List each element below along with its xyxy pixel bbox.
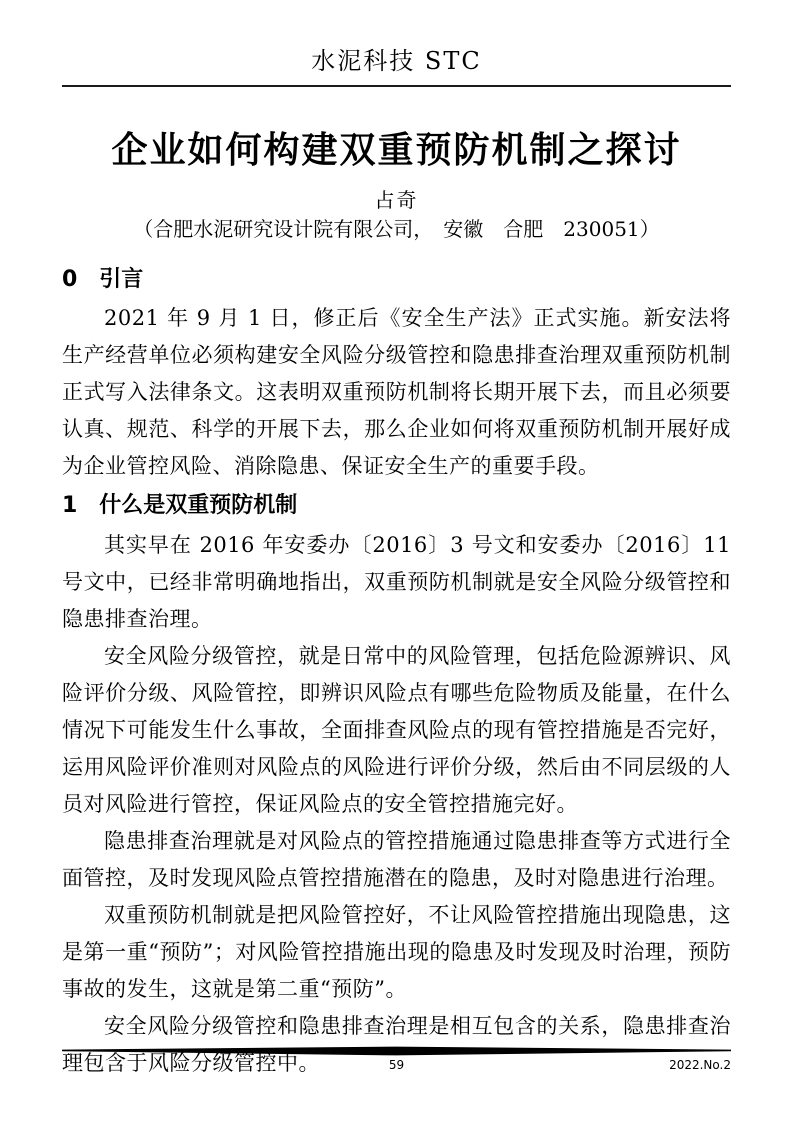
article-body (62, 127, 731, 1082)
paragraph: 隐患排查治理就是对风险点的管控措施通过隐患排查等方式进行全面管控，及时发现风险点管控措施潜在的隐患，及时对隐患进行治理。 (62, 829, 731, 890)
section-heading-introduction: 0 引言 (62, 267, 144, 292)
header-rule (62, 85, 731, 87)
page-number: 59 (388, 1058, 405, 1072)
section-heading-what-is-dual-prevention: 1 什么是双重预防机制 (62, 493, 298, 518)
footer-text-row (62, 1057, 731, 1073)
paragraph: 安全风险分级管控和隐患排查治理是相互包含的关系，隐患排查治理包含于风险分级管控中。 (62, 1014, 731, 1075)
spindle-divider (62, 1046, 731, 1056)
page-footer (62, 1046, 731, 1073)
article-title: 企业如何构建双重预防机制之探讨 (111, 130, 682, 171)
paragraph: 安全风险分级管控，就是日常中的风险管理，包括危险源辨识、风险评价分级、风险管控，即辨识风险点有哪些危险物质及能量，在什么情况下可能发生什么事故，全面排查风险点的现有管控措施是否完好，运用风险评价准则对风险点的风险进行评价分级，然后由不同层级的人员对风险进行管控，保证风险点的安全管控措施完好。 (62, 644, 731, 816)
issue-label: 2022.No.2 (669, 1058, 731, 1072)
paragraph: 其实早在 2016 年安委办〔2016〕3 号文和安委办〔2016〕11 号文中，已经非常明确地指出，双重预防机制就是安全风险分级管控和隐患排查治理。 (62, 533, 731, 631)
paragraph: 2021 年 9 月 1 日，修正后《安全生产法》正式实施。新安法将生产经营单位必须构建安全风险分级管控和隐患排查治理双重预防机制正式写入法律条文。这表明双重预防机制将长期开展下去，而且必须要认真、规范、科学的开展下去，那么企业如何将双重预防机制开展好成为企业管控风险、消除隐患、保证安全生产的重要手段。 (62, 306, 731, 478)
journal-title: 水泥科技 STC (311, 47, 482, 75)
article-author: 占奇 (374, 188, 419, 212)
article-affiliation: （合肥水泥研究设计院有限公司， 安徽 合肥 230051） (133, 217, 660, 241)
paragraph: 双重预防机制就是把风险管控好，不让风险管控措施出现隐患，这是第一重“预防”；对风险管控措施出现的隐患及时发现及时治理，预防事故的发生，这就是第二重“预防”。 (62, 903, 731, 1001)
